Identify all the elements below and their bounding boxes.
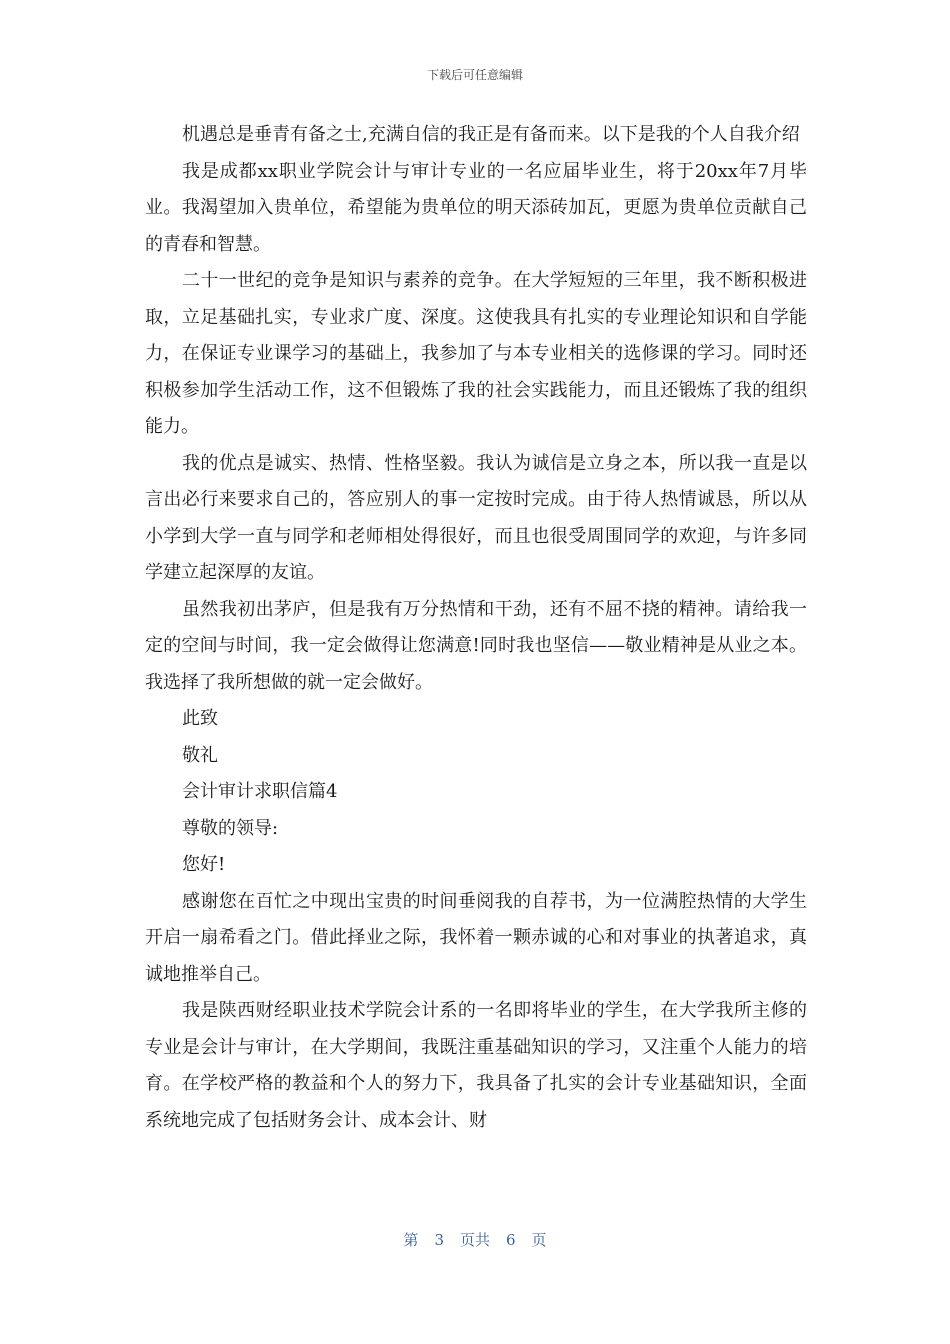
salutation: 尊敬的领导: [182, 817, 279, 839]
paragraph-intro: 机遇总是垂青有备之士,充满自信的我正是有备而来。以下是我的个人自我介绍 [182, 124, 800, 145]
document-body [145, 117, 807, 1139]
footer-suffix: 页 [531, 1231, 547, 1249]
closing-jingli: 敬礼 [182, 744, 218, 766]
page-header [0, 66, 950, 83]
paragraph-education: 二十一世纪的竞争是知识与素养的竞争。在大学短短的三年里，我不断积极进取，立足基础扎实，专业求广度、深度。这使我具有扎实的专业理论知识和自学能力，在保证专业课学习的基础上，我参加了与本专业相关的选修课的学习。同时还积极参加学生活动工作，这不但锻炼了我的社会实践能力，而且还锻炼了我的组织能力。 [145, 270, 807, 437]
paragraph-self-intro: 我是陕西财经职业技术学院会计系的一名即将毕业的学生，在大学我所主修的专业是会计与审计，在大学期间，我既注重基础知识的学习，又注重个人能力的培育。在学校严格的教益和个人的努力下，我具备了扎实的会计专业基础知识，全面系统地完成了包括财务会计、成本会计、财 [145, 1000, 807, 1131]
paragraph-commitment: 虽然我初出茅庐，但是我有万分热情和干劲，还有不屈不挠的精神。请给我一定的空间与时间，我一定会做得让您满意!同时我也坚信——敬业精神是从业之本。我选择了我所想做的就一定会做好。 [145, 598, 807, 693]
footer-total-pages: 6 [506, 1231, 516, 1249]
paragraph-thanks: 感谢您在百忙之中现出宝贵的时间垂阅我的自荐书，为一位满腔热情的大学生开启一扇希看之门。借此择业之际，我怀着一颗赤诚的心和对事业的执著追求，真诚地推举自己。 [145, 890, 807, 985]
header-note: 下载后可任意编辑 [426, 68, 523, 82]
closing-cizhi: 此致 [182, 708, 218, 729]
footer-prefix: 第 [403, 1231, 419, 1249]
footer-middle: 页共 [459, 1231, 490, 1249]
paragraph-strengths: 我的优点是诚实、热情、性格坚毅。我认为诚信是立身之本，所以我一直是以言出必行来要求自己的，答应别人的事一定按时完成。由于待人热情诚恳，所以从小学到大学一直与同学和老师相处得很好，而且也很受周围同学的欢迎，与许多同学建立起深厚的友谊。 [145, 452, 807, 583]
page-footer [0, 1229, 950, 1250]
footer-current-page: 3 [434, 1231, 444, 1249]
greeting: 您好! [182, 854, 226, 875]
paragraph-background: 我是成都xx职业学院会计与审计专业的一名应届毕业生，将于20xx年7月毕业。我渴望加入贵单位，希望能为贵单位的明天添砖加瓦，更愿为贵单位贡献自己的青春和智慧。 [145, 160, 807, 255]
section-title: 会计审计求职信篇4 [182, 781, 338, 802]
